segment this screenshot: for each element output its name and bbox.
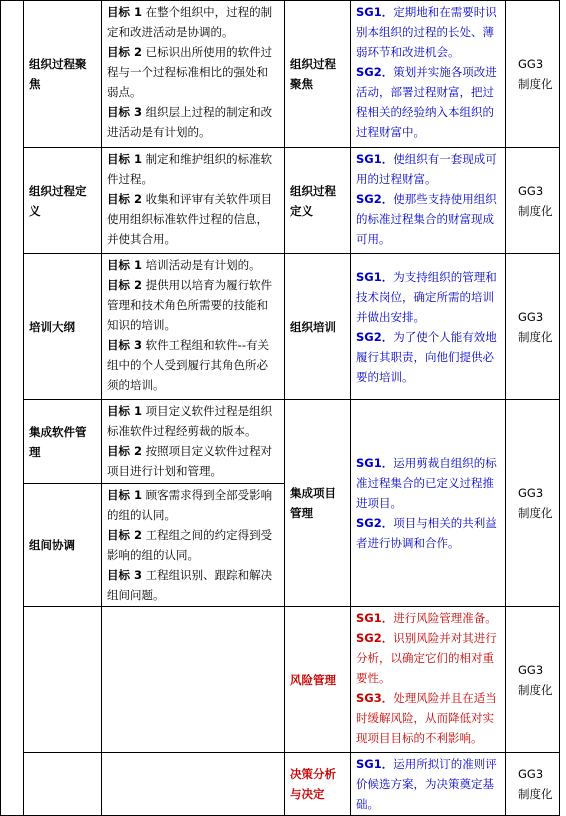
goal-tag: 目标 2 [107,444,143,458]
sg-text: 识别风险并对其进行分析，以确定它们的相对重要性。 [356,631,497,685]
gg-cell: GG3 制度化 [506,1,560,148]
goal-text: 在整个组织中，过程的制定和改进活动是协调的。 [107,5,273,39]
table-row [1,753,560,816]
gg-cell: GG3 制度化 [506,753,560,816]
blank-column [1,1,24,816]
sg-text: 运用剪裁自组织的标准过程集合的已定义过程推进项目。 [356,456,497,510]
goals-cell [102,484,285,607]
kpa-name: 集成软件管理 [24,400,102,484]
goal-tag: 目标 1 [107,258,143,272]
sg-text: 使组织有一套现成可用的过程财富。 [356,152,497,186]
table-row [1,148,560,254]
goal-text: 制定和维护组织的标准软件过程。 [107,152,273,186]
sg-tag: SG2． [356,192,394,206]
sg-text: 为了使个人能有效地履行其职责，向他们提供必要的培训。 [356,329,497,384]
sg-tag: SG1． [356,456,394,470]
goal-text: 收集和评审有关软件项目使用组织标准软件过程的信息，并使其合用。 [107,192,273,246]
sg-text: 运用所拟订的准则评价候选方案，为决策奠定基础。 [356,757,497,811]
gg-cell: GG3 制度化 [506,607,560,753]
goal-text: 培训活动是有计划的。 [145,258,261,272]
sg-cell [351,400,506,607]
sg-tag: SG1． [356,152,394,166]
pa-name: 组织过程定义 [285,148,351,254]
goal-text: 按照项目定义软件过程对项目进行计划和管理。 [107,444,273,478]
goal-tag: 目标 3 [107,105,143,119]
gg-cell: GG3 制度化 [506,400,560,607]
sg-cell [351,753,506,816]
sg-text: 为支持组织的管理和技术岗位，确定所需的培训并做出安排。 [356,269,497,324]
sg-tag: SG1． [356,611,394,625]
kpa-name: 组织过程定义 [24,148,102,254]
goal-text: 项目定义软件过程是组织标准软件过程经剪裁的版本。 [107,404,273,438]
goal-text: 组织层上过程的制定和改进活动是有计划的。 [107,105,273,139]
goals-cell [102,254,285,400]
kpa-name-empty [24,753,102,816]
sg-cell [351,607,506,753]
goals-cell-empty [102,753,285,816]
goal-tag: 目标 2 [107,278,143,292]
goals-cell [102,400,285,484]
kpa-name: 组织过程聚焦 [24,1,102,148]
goal-text: 工程组识别、跟踪和解决组间问题。 [107,568,273,602]
goal-text: 软件工程组和软件--有关组中的个人受到履行其角色所必须的培训。 [107,338,269,392]
sg-text: 项目与相关的共利益者进行协调和合作。 [356,516,497,550]
sg-text: 处理风险并且在适当时缓解风险，从而降低对实现项目目标的不利影响。 [356,691,497,745]
gg-cell: GG3 制度化 [506,254,560,400]
sg-text: 使那些支持使用组织的标准过程集合的财富现成可用。 [356,192,497,246]
sg-cell [351,1,506,148]
sg-text: 定期地和在需要时识别本组织的过程的长处、薄弱环节和改进机会。 [356,5,497,59]
sg-tag: SG2． [356,516,394,530]
kpa-name: 培训大纲 [24,254,102,400]
pa-name: 组织培训 [285,254,351,400]
table-row [1,400,560,484]
kpa-name-empty [24,607,102,753]
sg-cell [351,148,506,254]
goals-cell-empty [102,607,285,753]
goal-tag: 目标 2 [107,528,143,542]
goal-tag: 目标 1 [107,5,143,19]
goal-tag: 目标 3 [107,568,143,582]
pa-name: 组织过程聚焦 [285,1,351,148]
table-row [1,607,560,753]
goal-tag: 目标 2 [107,192,143,206]
sg-tag: SG2． [356,329,394,344]
goal-tag: 目标 1 [107,488,143,502]
sg-tag: SG2． [356,65,394,79]
sg-tag: SG1． [356,269,394,284]
goals-cell [102,148,285,254]
goal-tag: 目标 1 [107,152,143,166]
goal-text: 已标识出所使用的软件过程与一个过程标准相比的强处和弱点。 [107,45,273,99]
table-row [1,254,560,400]
goal-text: 顾客需求得到全部受影响的组的认同。 [107,488,273,522]
sg-tag: SG1． [356,5,394,19]
pa-name: 风险管理 [285,607,351,753]
sg-text: 进行风险管理准备。 [393,611,497,625]
goal-text: 工程组之间的约定得到受影响的组的认同。 [107,528,273,562]
table-row [1,1,560,148]
kpa-name: 组间协调 [24,484,102,607]
sg-tag: SG3． [356,691,394,705]
sg-cell [351,254,506,400]
goal-tag: 目标 2 [107,45,143,59]
sg-tag: SG2． [356,631,394,645]
goal-text: 提供用以培育为履行软件管理和技术角色所需要的技能和知识的培训。 [107,278,273,332]
gg-cell: GG3 制度化 [506,148,560,254]
sg-text: 策划并实施各项改进活动，部署过程财富，把过程相关的经验纳入本组织的过程财富中。 [356,65,497,139]
sg-tag: SG1． [356,757,394,771]
goals-cell [102,1,285,148]
pa-name: 决策分析与决定 [285,753,351,816]
pa-name: 集成项目管理 [285,400,351,607]
goal-tag: 目标 3 [107,338,143,352]
goal-tag: 目标 1 [107,404,143,418]
